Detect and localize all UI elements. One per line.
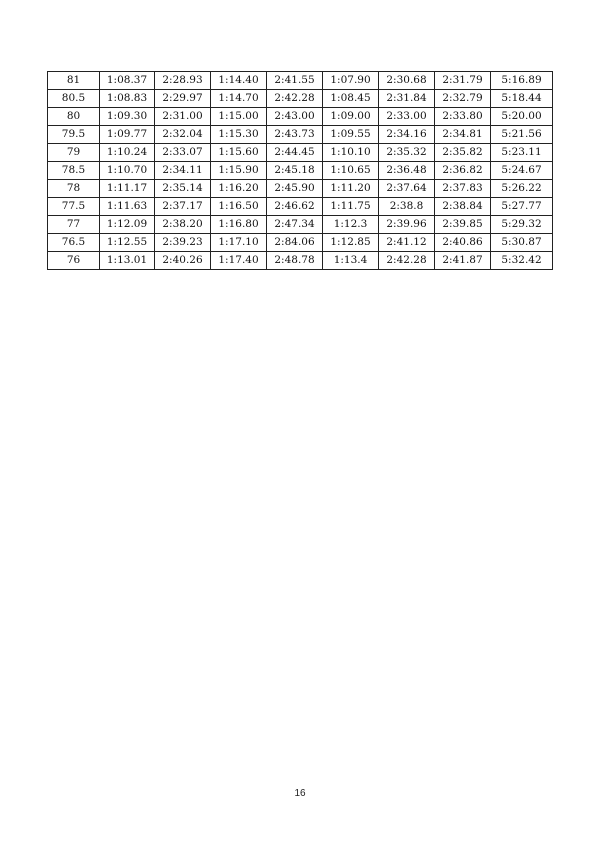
time-cell: 1:08.45 [323,90,379,108]
time-cell: 5:29.32 [491,216,553,234]
time-cell: 2:28.93 [155,72,211,90]
time-cell: 1:15.90 [211,162,267,180]
score-cell: 79 [48,144,100,162]
time-cell: 2:41.87 [435,252,491,270]
time-cell: 2:37.64 [379,180,435,198]
time-cell: 1:09.77 [100,126,155,144]
time-cell: 1:12.55 [100,234,155,252]
time-cell: 2:36.82 [435,162,491,180]
time-cell: 5:27.77 [491,198,553,216]
time-cell: 2:33.80 [435,108,491,126]
time-cell: 2:29.97 [155,90,211,108]
time-cell: 2:42.28 [379,252,435,270]
score-cell: 80 [48,108,100,126]
time-cell: 2:45.18 [267,162,323,180]
time-cell: 5:32.42 [491,252,553,270]
table-row [48,234,553,252]
time-cell: 1:09.00 [323,108,379,126]
time-cell: 2:43.73 [267,126,323,144]
time-cell: 2:38.20 [155,216,211,234]
score-cell: 77.5 [48,198,100,216]
table-row [48,252,553,270]
time-cell: 5:21.56 [491,126,553,144]
time-cell: 5:26.22 [491,180,553,198]
time-cell: 1:16.20 [211,180,267,198]
time-cell: 2:40.86 [435,234,491,252]
score-cell: 81 [48,72,100,90]
time-cell: 1:13.4 [323,252,379,270]
time-cell: 5:30.87 [491,234,553,252]
time-cell: 2:31.84 [379,90,435,108]
time-cell: 2:41.55 [267,72,323,90]
time-cell: 2:44.45 [267,144,323,162]
table-row [48,180,553,198]
time-cell: 2:38.84 [435,198,491,216]
time-cell: 1:11.17 [100,180,155,198]
time-cell: 2:34.81 [435,126,491,144]
time-cell: 5:24.67 [491,162,553,180]
time-cell: 2:48.78 [267,252,323,270]
time-cell: 1:11.75 [323,198,379,216]
table-row [48,90,553,108]
score-table [47,71,553,270]
time-cell: 1:11.20 [323,180,379,198]
table-row [48,126,553,144]
time-cell: 1:07.90 [323,72,379,90]
time-cell: 2:40.26 [155,252,211,270]
time-cell: 2:45.90 [267,180,323,198]
table-body [48,72,553,270]
time-cell: 2:46.62 [267,198,323,216]
time-cell: 1:12.85 [323,234,379,252]
time-cell: 2:39.85 [435,216,491,234]
time-cell: 2:31.79 [435,72,491,90]
table-row [48,72,553,90]
time-cell: 2:47.34 [267,216,323,234]
time-cell: 2:33.07 [155,144,211,162]
time-cell: 5:20.00 [491,108,553,126]
table-row [48,144,553,162]
time-cell: 2:42.28 [267,90,323,108]
time-cell: 5:16.89 [491,72,553,90]
time-cell: 2:33.00 [379,108,435,126]
time-cell: 1:11.63 [100,198,155,216]
score-cell: 77 [48,216,100,234]
time-cell: 1:10.10 [323,144,379,162]
time-cell: 2:43.00 [267,108,323,126]
time-cell: 2:34.11 [155,162,211,180]
time-cell: 1:10.70 [100,162,155,180]
time-cell: 1:08.83 [100,90,155,108]
time-cell: 1:10.65 [323,162,379,180]
time-cell: 2:39.23 [155,234,211,252]
score-cell: 79.5 [48,126,100,144]
time-cell: 1:08.37 [100,72,155,90]
time-cell: 1:16.50 [211,198,267,216]
table-row [48,216,553,234]
time-cell: 2:37.17 [155,198,211,216]
time-cell: 1:15.60 [211,144,267,162]
score-cell: 80.5 [48,90,100,108]
time-cell: 1:12.09 [100,216,155,234]
time-cell: 2:32.04 [155,126,211,144]
time-cell: 2:31.00 [155,108,211,126]
time-cell: 1:09.55 [323,126,379,144]
page-number: 16 [294,788,306,799]
time-cell: 2:36.48 [379,162,435,180]
time-cell: 2:37.83 [435,180,491,198]
time-cell: 2:35.32 [379,144,435,162]
time-cell: 2:30.68 [379,72,435,90]
time-cell: 1:17.40 [211,252,267,270]
score-cell: 76.5 [48,234,100,252]
time-cell: 1:15.30 [211,126,267,144]
time-cell: 2:39.96 [379,216,435,234]
time-cell: 2:41.12 [379,234,435,252]
time-cell: 5:23.11 [491,144,553,162]
time-cell: 1:14.70 [211,90,267,108]
table-row [48,162,553,180]
time-cell: 2:84.06 [267,234,323,252]
time-cell: 2:35.82 [435,144,491,162]
time-cell: 1:15.00 [211,108,267,126]
time-cell: 5:18.44 [491,90,553,108]
time-cell: 1:09.30 [100,108,155,126]
score-cell: 76 [48,252,100,270]
time-cell: 1:16.80 [211,216,267,234]
table-row [48,108,553,126]
time-cell: 1:10.24 [100,144,155,162]
time-cell: 1:13.01 [100,252,155,270]
time-cell: 2:34.16 [379,126,435,144]
time-cell: 2:38.8 [379,198,435,216]
time-cell: 2:35.14 [155,180,211,198]
time-cell: 1:17.10 [211,234,267,252]
score-cell: 78.5 [48,162,100,180]
score-cell: 78 [48,180,100,198]
time-cell: 2:32.79 [435,90,491,108]
table-row [48,198,553,216]
time-cell: 1:14.40 [211,72,267,90]
time-cell: 1:12.3 [323,216,379,234]
